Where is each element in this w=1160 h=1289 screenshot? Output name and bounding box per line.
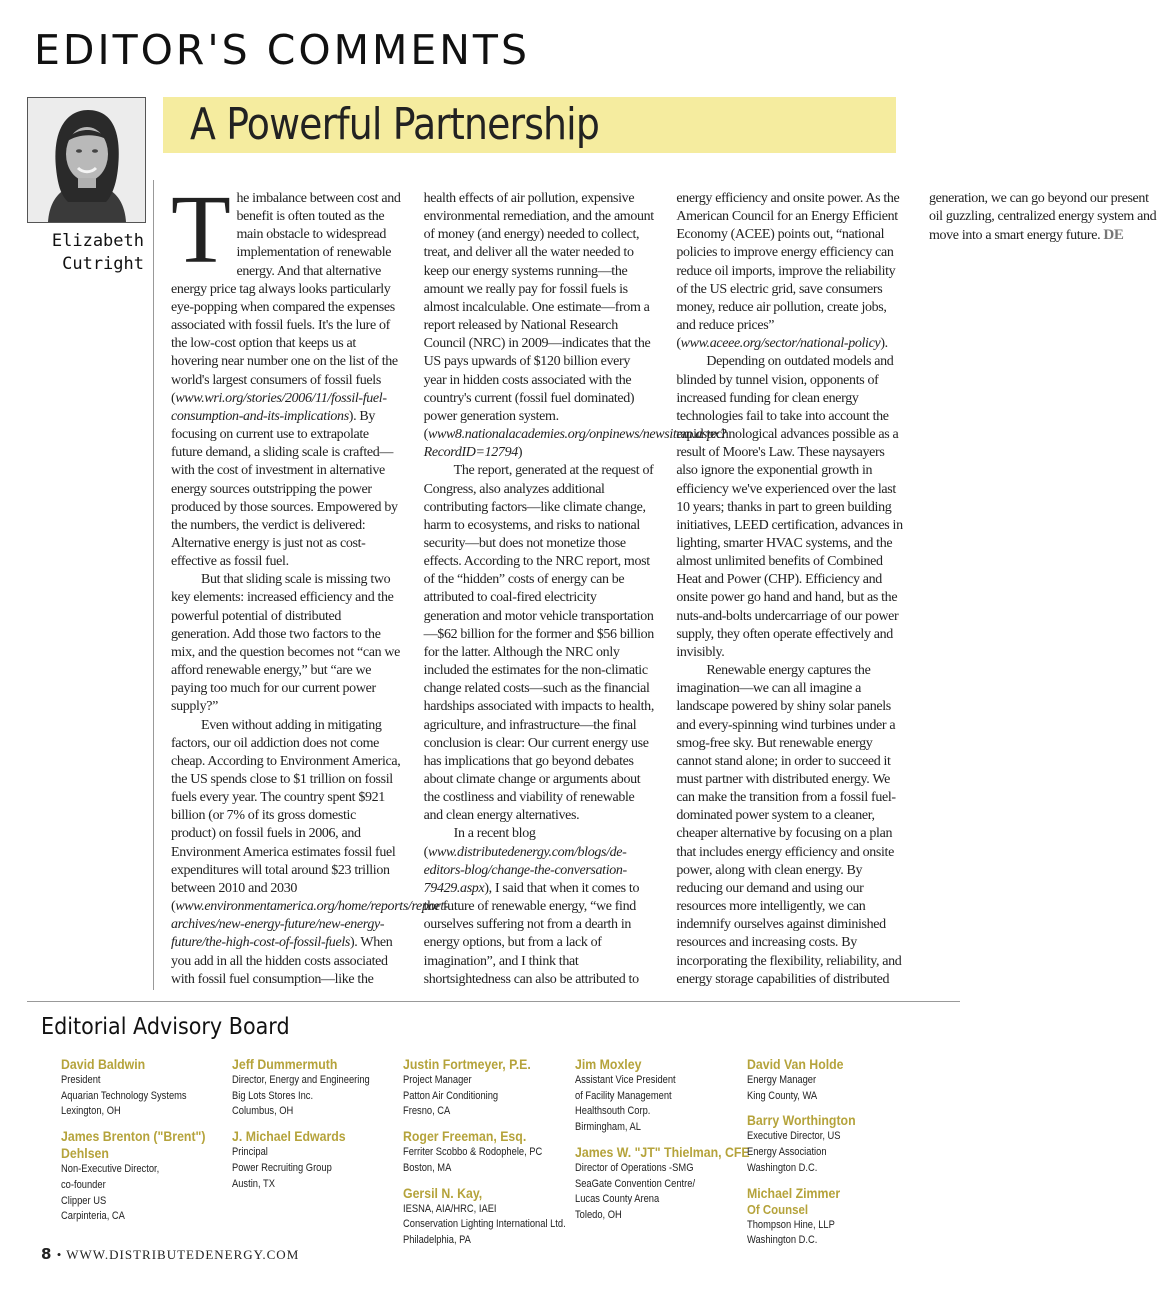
drop-cap: T (171, 176, 231, 284)
board-column-2 (232, 1056, 397, 1200)
member-name: Barry Worthington (747, 1112, 856, 1129)
board-title: Editorial Advisory Board (41, 1014, 290, 1040)
board-member: David Van Holde Energy Manager King County, WA (747, 1056, 912, 1104)
page-footer (41, 1245, 299, 1263)
author-photo (27, 97, 146, 223)
link-nrc-report[interactable]: www8.nationalacademies.org/onpinews/newsitem.aspx?RecordID=12794 (423, 427, 727, 461)
column-divider (153, 180, 154, 990)
member-name: David Baldwin (61, 1056, 146, 1072)
section-header: EDITOR'S COMMENTS (34, 26, 530, 74)
link-wri[interactable]: www.wri.org/stories/2006/11/fossil-fuel-consumption-and-its-implications (171, 390, 387, 424)
section-divider (27, 1001, 960, 1002)
author-last-name: Cutright (62, 254, 144, 274)
paragraph-6: Depending on outdated models and blinded by tunnel vision, opponents of increased funding for clean energy technologies fail to take into account the rapid technological advances possible as a result of Moore's Law. These naysayers also ignore the exponential growth in efficiency we've experienced over the last 10 years; thanks in part to green building initiatives, LEED certification, advances in lighting, smarter HVAC systems, and the almost unlimited benefits of Combined Heat and Power (CHP). Efficiency and onsite power go hand and hand, but as the nuts-and-bolts undercarriage of our power supply, they often operate effectively and invisibly. (676, 354, 903, 660)
board-column-4 (575, 1056, 750, 1232)
member-name: Gersil N. Kay, (403, 1184, 483, 1201)
board-member: J. Michael Edwards Principal Power Recruiting Group Austin, TX (232, 1128, 397, 1192)
board-member: Michael Zimmer Of Counsel Thompson Hine, LLP Washington D.C. (747, 1185, 912, 1249)
board-member: James Brenton ("Brent") Dehlsen Non-Executive Director, co-founder Clipper US Carpinteria, CA (61, 1128, 226, 1225)
member-title: Of Counsel (747, 1201, 809, 1217)
author-portrait-image (28, 98, 145, 222)
board-member: Justin Fortmeyer, P.E. Project Manager Patton Air Conditioning Fresno, CA (403, 1056, 568, 1120)
member-name: Michael Zimmer (747, 1184, 841, 1201)
member-name: J. Michael Edwards (232, 1128, 346, 1145)
paragraph-5: In a recent blog (www.distributedenergy.com/blogs/de-editors-blog/change-the-conversation-79429.aspx), I said that when it comes to the future of renewable energy, “we find ourselves suffering not from a dearth in energy options, but from a lack of imagination”, and I think that shortsightedness can also be attributed to energy efficiency and onsite power. As the American Council for an Energy Efficient Economy (ACEE) points out, “national policies to improve energy efficiency can reduce oil imports, improve the reliability of the US electric grid, save consumers money, reduce air pollution, create jobs, and reduce prices” (www.aceee.org/sector/national-policy). (423, 191, 900, 987)
paragraph-4: The report, generated at the request of Congress, also analyzes additional contributing factors—like climate change, harm to ecosystems, and risks to national security—but does not monetize those effects. According to the NRC report, most of the “hidden” costs of energy can be attributed to coal-fired electricity generation and motor vehicle transportation—$62 billion for the former and $56 billion for the latter. Although the NRC only included the estimates for the non-climatic change related costs—such as the financial hardships associated with impacts to health, agriculture, and infrastructure—the final conclusion is clear: Our current energy use has implications that go beyond debates about climate change or arguments about the costliness and viability of renewable and clean energy alternatives. (423, 463, 654, 824)
board-member: Roger Freeman, Esq. Ferriter Scobbo & Rodophele, PC Boston, MA (403, 1128, 568, 1176)
paragraph-3: Even without adding in mitigating factors, our oil addiction does not come cheap. According to Environment America, the US spends close to $1 trillion on fossil fuels every year. The country spent $921 billion (or 7% of its gross domestic product) on fossil fuels in 2006, and Environment America estimates fossil fuel expenditures will total around $23 trillion between 2010 and 2030 (www.environmentamerica.org/home/reports/report-archives/new-energy-future/new-energy-future/the-high-cost-of-fossil-fuels). When you add in all the hidden costs associated with fossil fuel consumption—like the health effects of air pollution, expensive environmental remediation, and the amount of money (and energy) needed to collect, treat, and deliver all the water needed to keep our energy systems running—the amount we really pay for fossil fuels is almost incalculable. One estimate—from a report released by National Research Council (NRC) in 2009—indicates that the US pays upwards of $120 billion every year in hidden costs associated with the country's current (fossil fuel dominated) power generation system. (www8.nationalacademies.org/onpinews/newsitem.aspx?RecordID=12794) (171, 191, 727, 987)
member-name: Roger Freeman, Esq. (403, 1128, 527, 1145)
link-aceee[interactable]: www.aceee.org/sector/national-policy (680, 336, 881, 352)
board-member: Barry Worthington Executive Director, US Energy Association Washington D.C. (747, 1112, 912, 1176)
article-title: A Powerful Partnership (190, 99, 599, 150)
article-body (171, 176, 1157, 990)
member-name: David Van Holde (747, 1056, 844, 1072)
author-first-name: Elizabeth (51, 231, 144, 251)
board-column-1 (61, 1056, 226, 1233)
board-member: David Baldwin President Aquarian Technology Systems Lexington, OH (61, 1056, 226, 1120)
member-name: Justin Fortmeyer, P.E. (403, 1056, 531, 1072)
board-column-3 (403, 1056, 568, 1257)
paragraph-2: But that sliding scale is missing two key elements: increased efficiency and the powerful potential of distributed generation. Add those two factors to the mix, and the question becomes not “can we afford renewable energy,” but “are we paying too much for our current power supply?” (171, 572, 401, 715)
member-name: Jeff Dummermuth (232, 1056, 338, 1072)
paragraph-1: The imbalance between cost and benefit is often touted as the main obstacle to widespread implementation of renewable energy. And that alternative energy price tag always looks particularly eye-popping when compared the expenses associated with fossil fuels. It's the lure of the low-cost option that keeps us at hovering near number one on the list of the world's largest consumers of fossil fuels (www.wri.org/stories/2006/11/fossil-fuel-consumption-and-its-implications). By focusing on current use to extrapolate future demand, a sliding scale is crafted—with the cost of investment in alternative energy sources outstripping the power produced by those sources. Empowered by the numbers, the verdict is delivered: Alternative energy is just not as cost-effective as fossil fuel. (171, 176, 401, 570)
board-member: Jim Moxley Assistant Vice President of Facility Management Healthsouth Corp. Birmingham, AL (575, 1056, 740, 1136)
footer-bullet: • (56, 1247, 63, 1262)
end-mark: DE (1103, 227, 1124, 244)
member-name: James W. "JT" Thielman, CFE (575, 1143, 750, 1160)
link-environment-america[interactable]: www.environmentamerica.org/home/reports/report-archives/new-energy-future/new-energy-future/the-high-cost-of-fossil-fuels (171, 899, 449, 951)
link-de-blog[interactable]: www.distributedenergy.com/blogs/de-editors-blog/change-the-conversation-79429.aspx (423, 844, 627, 896)
author-name (27, 230, 144, 276)
board-member: James W. "JT" Thielman, CFE Director of Operations -SMG SeaGate Convention Centre/ Lucas County Arena Toledo, OH (575, 1143, 750, 1221)
board-column-5 (747, 1056, 912, 1257)
page-number: 8 (41, 1245, 53, 1263)
member-name: James Brenton ("Brent") Dehlsen (61, 1128, 206, 1162)
paragraph-7: Renewable energy captures the imagination—we can all imagine a landscape powered by shiny solar panels and every-spinning wind turbines under a smog-free sky. But renewable energy cannot stand alone; in order to succeed it must partner with distributed energy. We can make the transition from a fossil fuel-dominated power system to a cleaner, cheaper alternative by focusing on a plan that includes energy efficiency and onsite power, along with clean energy. By reducing our demand and using our resources more intelligently, we can indemnify ourselves against diminished resources and increasing costs. By incorporating the flexibility, reliability, and energy storage capabilities of distributed generation, we can go beyond our present oil guzzling, centralized energy system and move into a smart energy future. DE (676, 191, 1157, 987)
footer-url[interactable]: WWW.DISTRIBUTEDENERGY.COM (66, 1247, 300, 1262)
board-member: Jeff Dummermuth Director, Energy and Engineering Big Lots Stores Inc. Columbus, OH (232, 1056, 397, 1120)
member-name: Jim Moxley (575, 1056, 642, 1072)
board-member: Gersil N. Kay, IESNA, AIA/HRC, IAEI Conservation Lighting International Ltd. Philadelphia, PA (403, 1184, 566, 1246)
